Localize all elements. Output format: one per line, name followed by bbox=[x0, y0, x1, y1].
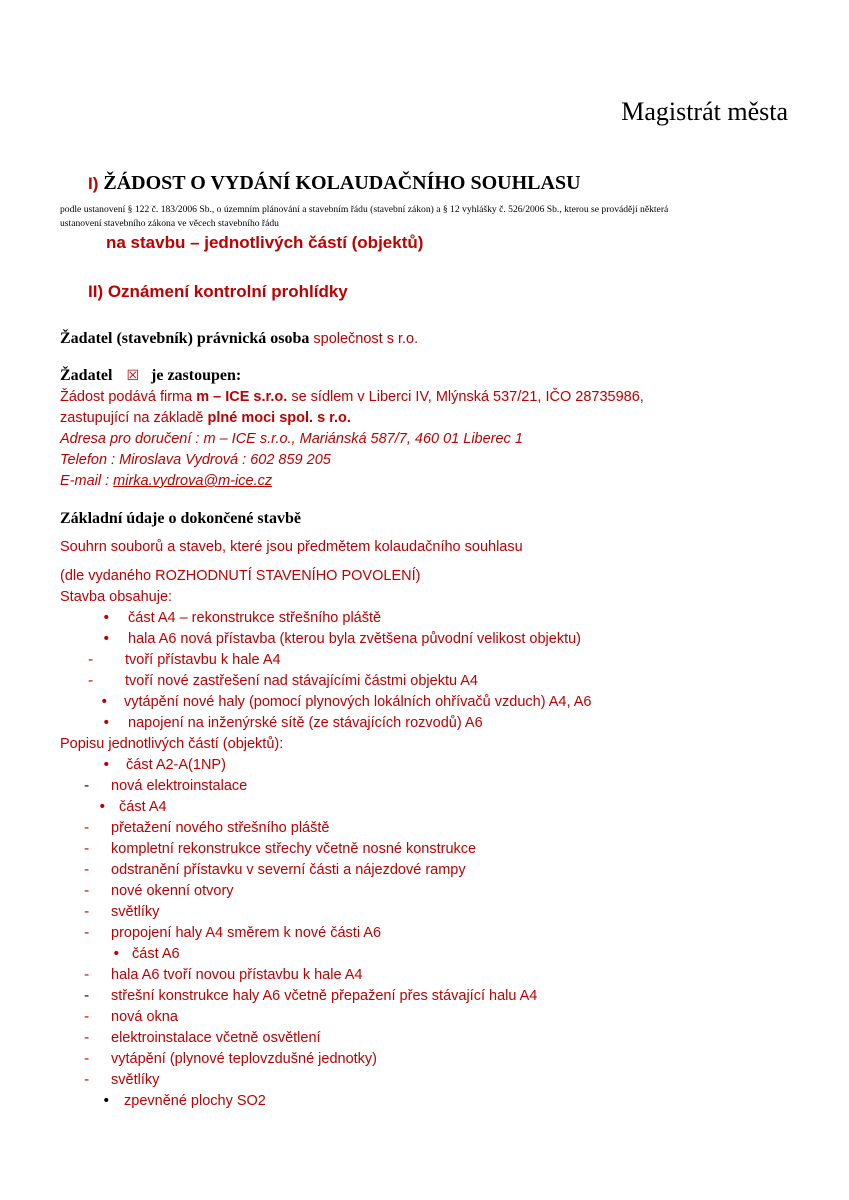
phone-line: Telefon : Miroslava Vydrová : 602 859 205 bbox=[60, 452, 331, 468]
description-line: Popisu jednotlivých částí (objektů): bbox=[60, 736, 284, 752]
dash-icon: - bbox=[84, 1051, 90, 1067]
list-item-text: nová okna bbox=[111, 1009, 178, 1025]
dash-icon: - bbox=[84, 1072, 90, 1088]
list-item-text: světlíky bbox=[111, 1072, 160, 1088]
list-item bbox=[84, 820, 329, 836]
list-item-text: nová elektroinstalace bbox=[111, 778, 248, 794]
bullet-icon: • bbox=[102, 610, 111, 626]
summary-line: Souhrn souborů a staveb, které jsou předmětem kolaudačního souhlasu bbox=[60, 539, 523, 555]
represented-line-1-a: Žádost podává firma bbox=[60, 389, 197, 405]
dash-icon: - bbox=[84, 883, 90, 899]
list-item-text: elektroinstalace včetně osvětlení bbox=[111, 1030, 321, 1046]
bullet-icon: • bbox=[102, 1093, 111, 1109]
legal-basis-line-1: podle ustanovení § 122 č. 183/2006 Sb., o územním plánování a stavebním řádu (stavební zákon) a § 12 vyhlášky č. 526/2006 Sb., kterou se provádějí některá bbox=[60, 204, 669, 215]
list-item bbox=[102, 715, 483, 731]
bullet-icon: • bbox=[102, 757, 111, 773]
bullet-icon: • bbox=[100, 694, 109, 710]
list-item bbox=[100, 694, 591, 710]
list-item bbox=[102, 1093, 266, 1109]
list-item bbox=[88, 673, 478, 689]
checked-box-icon: ☒ bbox=[126, 368, 140, 384]
dash-icon: - bbox=[84, 925, 90, 941]
delivery-address: Adresa pro doručení : m – ICE s.r.o., Mariánská 587/7, 460 01 Liberec 1 bbox=[60, 431, 523, 447]
list-item bbox=[98, 799, 167, 815]
bullet-icon: • bbox=[98, 799, 107, 815]
represented-row bbox=[60, 367, 241, 385]
list-item-text: kompletní rekonstrukce střechy včetně nosné konstrukce bbox=[111, 841, 477, 857]
dash-icon: - bbox=[84, 904, 90, 920]
email-link[interactable]: mirka.vydrova@m-ice.cz bbox=[113, 473, 273, 489]
email-label: E-mail : bbox=[60, 473, 114, 489]
list-item-text: vytápění (plynové teplovzdušné jednotky) bbox=[111, 1051, 377, 1067]
list-item-text: hala A6 tvoří novou přístavbu k hale A4 bbox=[111, 967, 363, 983]
represented-label-b: je zastoupen: bbox=[151, 367, 242, 384]
list-item-text: část A2-A(1NP) bbox=[126, 757, 226, 773]
represented-label-a: Žadatel bbox=[60, 367, 113, 384]
list-item bbox=[102, 610, 381, 626]
list-item-text: nové okenní otvory bbox=[111, 883, 234, 899]
list-item-text: světlíky bbox=[111, 904, 160, 920]
dash-icon: - bbox=[84, 778, 90, 794]
list-item bbox=[84, 1051, 377, 1067]
bullet-icon: • bbox=[102, 631, 111, 647]
list-item bbox=[84, 1072, 159, 1088]
list-item-text: střešní konstrukce haly A6 včetně přepažení přes stávající halu A4 bbox=[111, 988, 538, 1004]
list-item bbox=[84, 925, 381, 941]
dash-icon: - bbox=[84, 988, 90, 1004]
list-item bbox=[102, 757, 226, 773]
list-item-text: hala A6 nová přístavba (kterou byla zvětšena původní velikost objektu) bbox=[128, 631, 581, 647]
title-section-2: II) Oznámení kontrolní prohlídky bbox=[88, 282, 348, 301]
applicant-row bbox=[60, 330, 418, 348]
list-item bbox=[84, 1030, 321, 1046]
list-item-text: část A6 bbox=[132, 946, 180, 962]
represented-line-1 bbox=[60, 389, 644, 405]
represented-line-2-a: zastupující na základě bbox=[60, 410, 208, 426]
bullet-icon: • bbox=[112, 946, 121, 962]
authority-header: Magistrát města bbox=[621, 97, 788, 126]
represented-line-1-c: se sídlem v Liberci IV, Mlýnská 537/21, IČO 28735986, bbox=[287, 389, 644, 405]
list-item-text: vytápění nové haly (pomocí plynových lokálních ohřívačů vzduch) A4, A6 bbox=[124, 694, 592, 710]
permit-line: (dle vydaného ROZHODNUTÍ STAVENÍHO POVOLENÍ) bbox=[60, 568, 421, 584]
list-item-text: tvoří přístavbu k hale A4 bbox=[125, 652, 281, 668]
bullet-icon: • bbox=[102, 715, 111, 731]
list-item bbox=[84, 1009, 178, 1025]
dash-icon: - bbox=[88, 673, 94, 689]
list-item bbox=[112, 946, 180, 962]
list-item-text: propojení haly A4 směrem k nové části A6 bbox=[111, 925, 382, 941]
represented-line-2 bbox=[60, 410, 351, 426]
list-item bbox=[88, 652, 281, 668]
legal-basis-line-2: ustanovení stavebního zákona ve věcech stavebního řádu bbox=[60, 218, 279, 229]
list-item bbox=[84, 883, 234, 899]
dash-icon: - bbox=[84, 820, 90, 836]
power-of-attorney: plné moci spol. s r.o. bbox=[207, 410, 351, 426]
subject-heading: na stavbu – jednotlivých částí (objektů) bbox=[106, 233, 424, 252]
applicant-label: Žadatel (stavebník) právnická osoba bbox=[60, 330, 310, 347]
title-section-1 bbox=[88, 172, 581, 195]
email-line bbox=[60, 473, 272, 489]
list-item-text: část A4 – rekonstrukce střešního pláště bbox=[128, 610, 382, 626]
list-item bbox=[84, 904, 159, 920]
list-item bbox=[84, 967, 363, 983]
representative-company: m – ICE s.r.o. bbox=[196, 389, 288, 405]
title-1-text: ŽÁDOST O VYDÁNÍ KOLAUDAČNÍHO SOUHLASU bbox=[103, 172, 581, 194]
list-item-text: odstranění přístavku v severní části a nájezdové rampy bbox=[111, 862, 466, 878]
list-item bbox=[84, 988, 537, 1004]
dash-icon: - bbox=[84, 967, 90, 983]
list-item bbox=[102, 631, 581, 647]
list-item-text: tvoří nové zastřešení nad stávajícími částmi objektu A4 bbox=[125, 673, 478, 689]
dash-icon: - bbox=[88, 652, 94, 668]
dash-icon: - bbox=[84, 862, 90, 878]
contains-line: Stavba obsahuje: bbox=[60, 589, 173, 605]
list-item-text: část A4 bbox=[119, 799, 167, 815]
dash-icon: - bbox=[84, 1030, 90, 1046]
list-item-text: přetažení nového střešního pláště bbox=[111, 820, 330, 836]
dash-icon: - bbox=[84, 841, 90, 857]
list-item bbox=[84, 841, 476, 857]
title-1-number: I) bbox=[88, 174, 99, 193]
list-item-text: napojení na inženýrské sítě (ze stávajících rozvodů) A6 bbox=[128, 715, 483, 731]
applicant-value: společnost s r.o. bbox=[313, 331, 419, 347]
basic-info-heading: Základní údaje o dokončené stavbě bbox=[60, 510, 301, 527]
list-item bbox=[84, 862, 466, 878]
list-item bbox=[84, 778, 247, 794]
list-item-text: zpevněné plochy SO2 bbox=[124, 1093, 266, 1109]
dash-icon: - bbox=[84, 1009, 90, 1025]
